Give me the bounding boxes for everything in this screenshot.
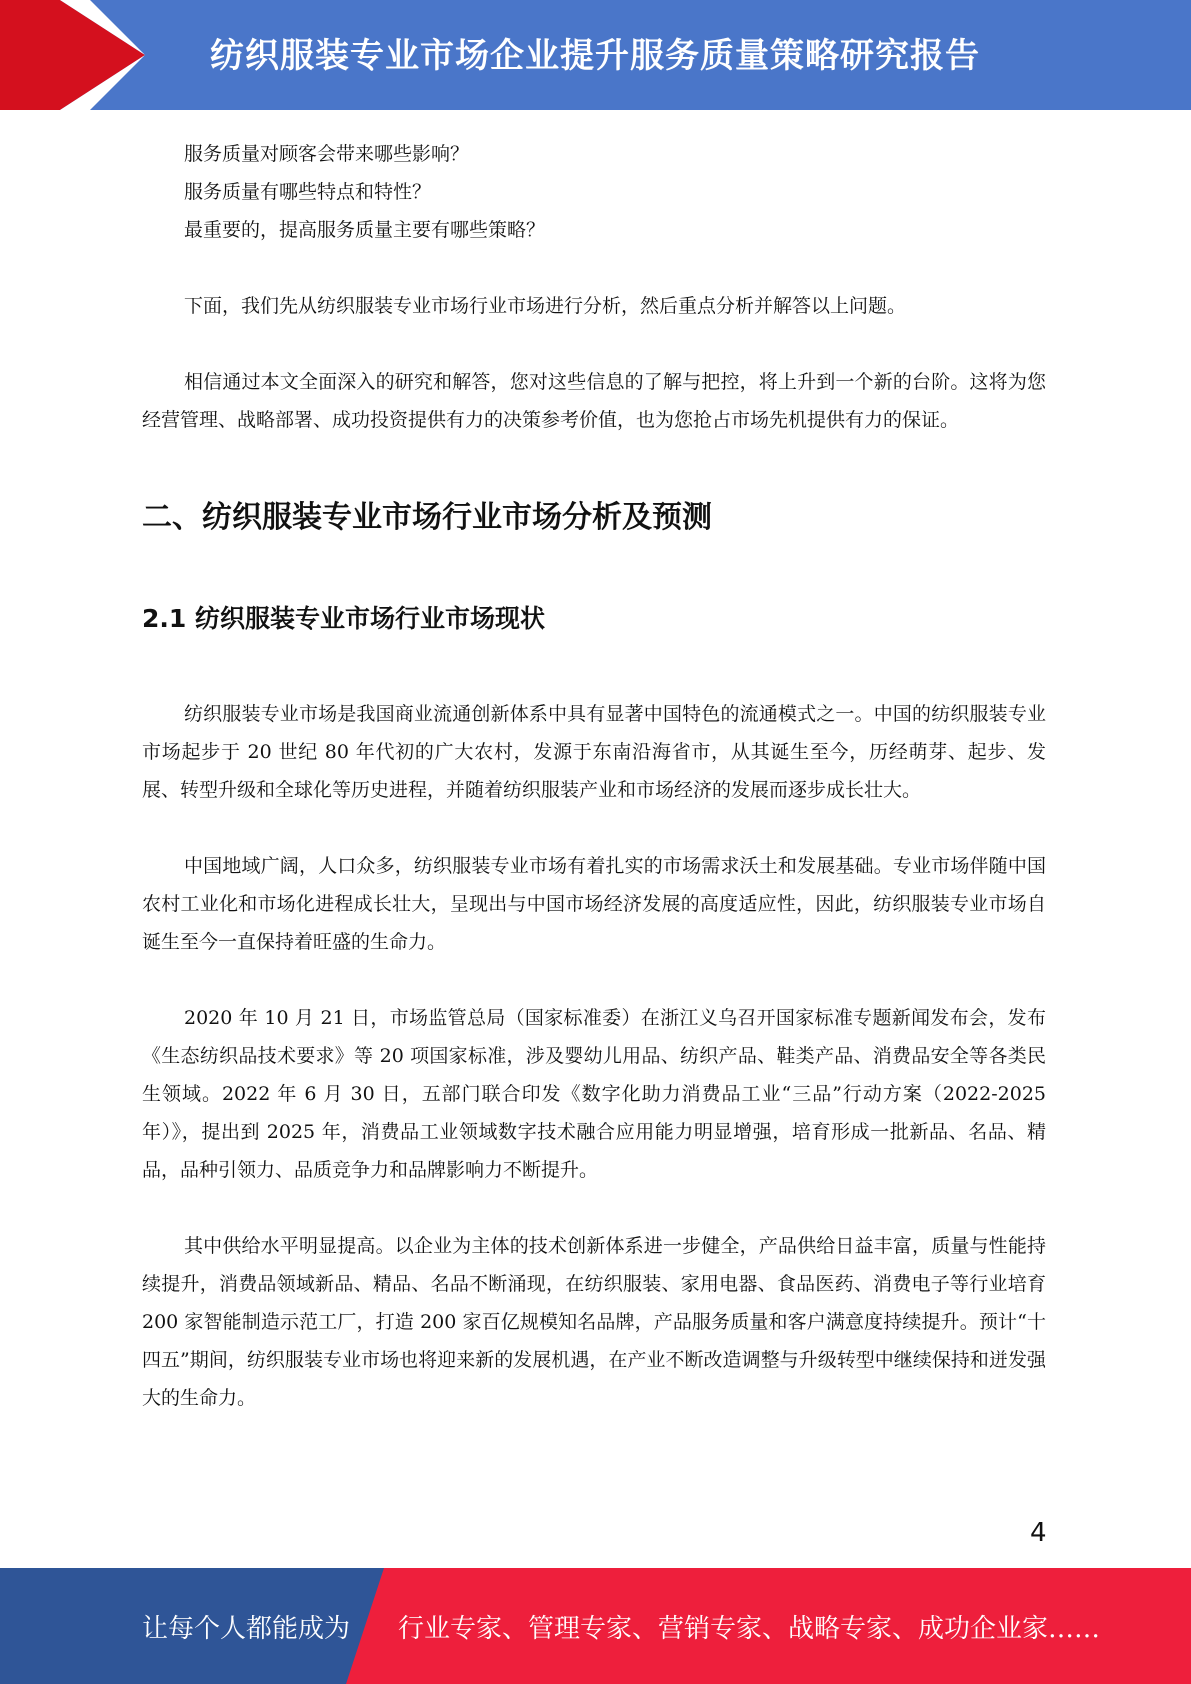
- header-banner: [0, 0, 1191, 110]
- footer-slogan-right: 行业专家、管理专家、营销专家、战略专家、成功企业家……: [398, 1614, 1101, 1644]
- subsection-heading: 2.1 纺织服装专业市场行业市场现状: [142, 604, 545, 633]
- question-1: 服务质量对顾客会带来哪些影响？: [184, 143, 470, 165]
- body-paragraph-2: 中国地域广阔，人口众多，纺织服装专业市场有着扎实的市场需求沃土和发展基础。专业市场伴随中国农村工业化和市场化进程成长壮大，呈现出与中国市场经济发展的高度适应性，因此，纺织服装专业市场自诞生至今一直保持着旺盛的生命力。: [142, 855, 1046, 953]
- intro-paragraph-1: 下面，我们先从纺织服装专业市场行业市场进行分析，然后重点分析并解答以上问题。: [184, 295, 907, 317]
- page-number: 4: [1030, 1518, 1047, 1548]
- body-paragraph-4: 其中供给水平明显提高。以企业为主体的技术创新体系进一步健全，产品供给日益丰富，质量与性能持续提升，消费品领域新品、精品、名品不断涌现，在纺织服装、家用电器、食品医药、消费电子等行业培育 200 家智能制造示范工厂，打造 200 家百亿规模知名品牌，产品服务质量和客户满意度持续提升。预计“十四五”期间，纺织服装专业市场也将迎来新的发展机遇，在产业不断改造调整与升级转型中继续保持和迸发强大的生命力。: [142, 1235, 1046, 1409]
- body-paragraph-3: 2020 年 10 月 21 日，市场监管总局（国家标准委）在浙江义乌召开国家标准专题新闻发布会，发布《生态纺织品技术要求》等 20 项国家标准，涉及婴幼儿用品、纺织产品、鞋类产品、消费品安全等各类民生领域。2022 年 6 月 30 日，五部门联合印发《数字化助力消费品工业“三品”行动方案（2022-2025 年）》，提出到 2025 年，消费品工业领域数字技术融合应用能力明显增强，培育形成一批新品、名品、精品，品种引领力、品质竞争力和品牌影响力不断提升。: [142, 1007, 1046, 1181]
- footer-slogan-left: 让每个人都能成为: [142, 1614, 351, 1644]
- question-3: 最重要的，提高服务质量主要有哪些策略？: [184, 219, 546, 241]
- section-heading: 二、纺织服装专业市场行业市场分析及预测: [142, 500, 712, 535]
- document-body: [142, 135, 1046, 1417]
- body-paragraph-1: 纺织服装专业市场是我国商业流通创新体系中具有显著中国特色的流通模式之一。中国的纺织服装专业市场起步于 20 世纪 80 年代初的广大农村，发源于东南沿海省市，从其诞生至今，历经萌芽、起步、发展、转型升级和全球化等历史进程，并随着纺织服装产业和市场经济的发展而逐步成长壮大。: [142, 703, 1046, 801]
- intro-paragraph-2: 相信通过本文全面深入的研究和解答，您对这些信息的了解与把控，将上升到一个新的台阶。这将为您经营管理、战略部署、成功投资提供有力的决策参考价值，也为您抢占市场先机提供有力的保证。: [142, 371, 1046, 431]
- footer-banner: [0, 1568, 1191, 1684]
- question-list: [142, 135, 1046, 249]
- question-2: 服务质量有哪些特点和特性？: [184, 181, 432, 203]
- report-title: 纺织服装专业市场企业提升服务质量策略研究报告: [210, 36, 980, 76]
